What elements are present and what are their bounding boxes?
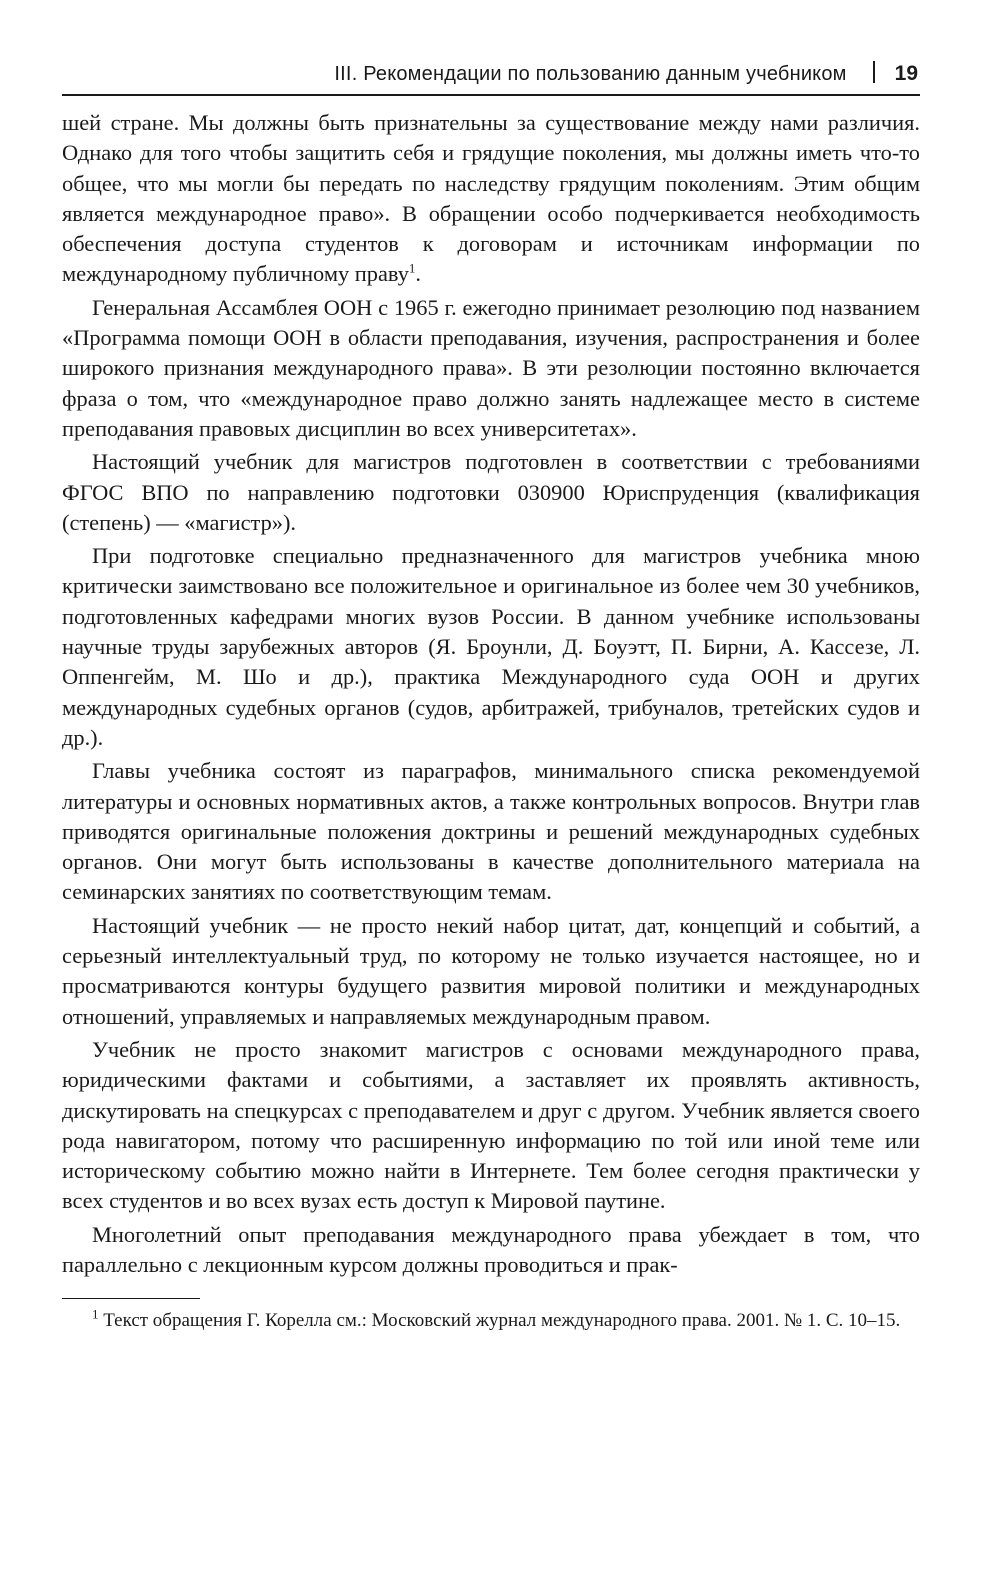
paragraph-8: Многолетний опыт преподавания международного права убеждает в том, что параллельно с лекционным курсом должны проводиться и прак-	[62, 1221, 920, 1277]
footnote	[62, 1308, 920, 1333]
footnote-mark: 1	[92, 1306, 99, 1322]
footnote-reference[interactable]: 1	[408, 261, 416, 277]
paragraph-3: Настоящий учебник для магистров подготовлен в соответствии с требованиями ФГОС ВПО по направлению подготовки 030900 Юриспруденция (квалификация (степень) — «магистр»).	[62, 449, 920, 535]
running-header-title: III. Рекомендации по пользованию данным учебником	[334, 63, 847, 85]
running-header	[62, 58, 920, 96]
paragraph-7: Учебник не просто знакомит магистров с основами международного права, юридическими фактами и событиями, а заставляет их проявлять активность, дискутировать на спецкурсах с преподавателем и друг с другом. Учебник является своего рода навигатором, потому что расширенную информацию по той или иной теме или историческому событию можно найти в Интернете. Тем более сегодня практически у всех студентов и во всех вузах есть доступ к Мировой паутине.	[62, 1036, 920, 1214]
paragraph-6: Настоящий учебник — не просто некий набор цитат, дат, концепций и событий, а серьезный интеллектуальный труд, по которому не только изучается настоящее, но и просматриваются контуры будущего развития мировой политики и международных отношений, управляемых и направляемых международным правом.	[62, 912, 920, 1029]
book-page	[62, 58, 920, 1333]
body-text	[62, 108, 920, 1280]
paragraph-1: шей стране. Мы должны быть признательны за существование между нами различия. Однако для того чтобы защитить себя и грядущие поколения, мы должны иметь что-то общее, что мы могли бы передать по наследству грядущим поколениям. Этим общим является международное право». В обращении особо подчеркивается необходимость обеспечения доступа студентов к договорам и источникам информации по международному публичному праву$^1$.	[62, 110, 920, 287]
footnote-divider	[62, 1298, 200, 1299]
footnote-text: Текст обращения Г. Корелла см.: Московский журнал международного права. 2001. № 1. С. 10–15.	[103, 1310, 901, 1332]
paragraph-5: Главы учебника состоят из параграфов, минимального списка рекомендуемой литературы и основных нормативных актов, а также контрольных вопросов. Внутри глав приводятся оригинальные положения доктрины и решений международных судебных органов. Они могут быть использованы в качестве дополнительного материала на семинарских занятиях по соответствующим темам.	[62, 758, 920, 905]
paragraph-4: При подготовке специально предназначенного для магистров учебника мною критически заимствовано все положительное и оригинальное из более чем 30 учебников, подготовленных кафедрами многих вузов России. В данном учебнике использованы научные труды зарубежных авторов (Я. Броунли, Д. Боуэтт, П. Бирни, А. Кассезе, Л. Оппенгейм, М. Шо и др.), практика Международного суда ООН и других международных судебных органов (судов, арбитражей, трибуналов, третейских судов и др.).	[62, 543, 920, 750]
page-number: 19	[894, 62, 918, 85]
paragraph-2: Генеральная Ассамблея ООН с 1965 г. ежегодно принимает резолюцию под названием «Программа помощи ООН в области преподавания, изучения, распространения и более широкого признания международного права». В эти резолюции постоянно включается фраза о том, что «международное право должно занять надлежащее место в системе преподавания правовых дисциплин во всех университетах».	[62, 294, 920, 441]
header-separator	[873, 61, 875, 83]
